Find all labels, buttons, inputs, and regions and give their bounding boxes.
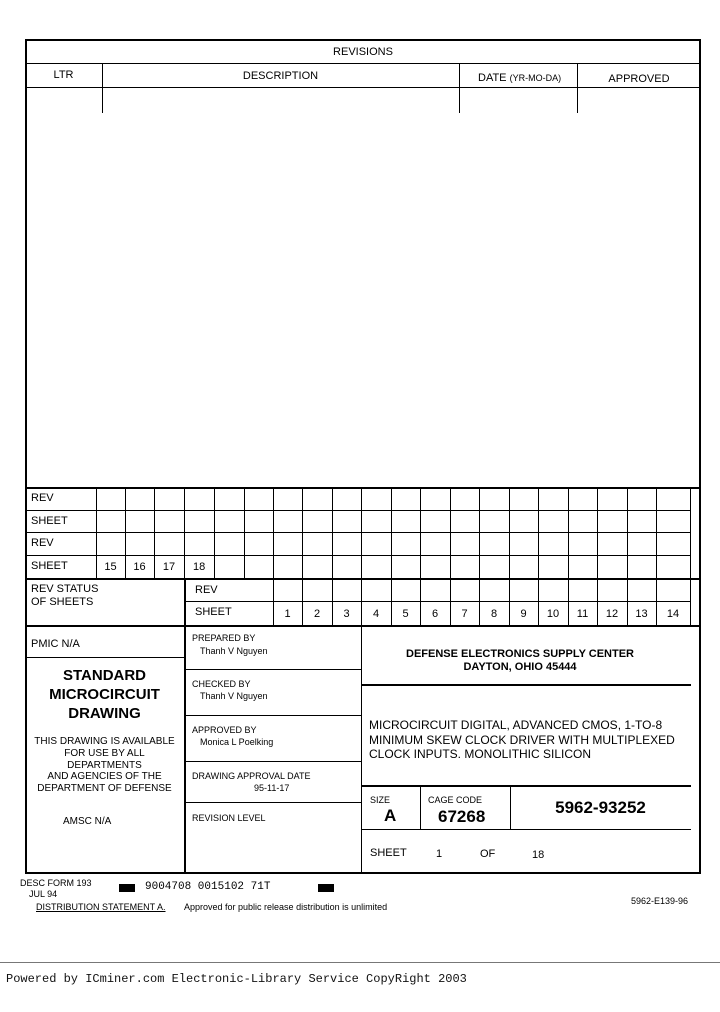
lower-sheet-number: 4 — [372, 608, 380, 620]
checked-by-label: CHECKED BY — [192, 679, 251, 689]
col-description: DESCRIPTION — [242, 70, 319, 82]
grid-vline — [302, 487, 303, 578]
grid-vline — [690, 487, 691, 578]
document-code: 5962-E139-96 — [631, 896, 689, 906]
grid-vline — [597, 487, 598, 578]
grid-label-rev-2: REV — [31, 537, 54, 549]
grid-vline — [420, 487, 421, 578]
grid-vline — [538, 487, 539, 578]
approved-by-label: APPROVED BY — [192, 725, 257, 735]
approval-date-value: 95-11-17 — [254, 783, 290, 793]
grid-hline-1 — [25, 487, 701, 489]
availability-line-3: DEPARTMENTS — [67, 760, 142, 771]
grid-vline — [361, 487, 362, 578]
cage-code-label: CAGE CODE — [428, 795, 483, 805]
grid-vline — [244, 487, 245, 578]
lower-sheet-number: 3 — [343, 608, 350, 620]
approval-date-label: DRAWING APPROVAL DATE — [192, 771, 311, 781]
availability-line-1: THIS DRAWING IS AVAILABLE — [34, 736, 175, 747]
availability-line-2: FOR USE BY ALL — [64, 748, 145, 759]
grid-vline — [450, 487, 451, 578]
distribution-text: Approved for public release distribution is unlimited — [184, 902, 388, 912]
revisions-rule-1 — [25, 63, 701, 64]
device-title-line-2: MINIMUM SKEW CLOCK DRIVER WITH MULTIPLEXED — [369, 733, 675, 747]
desc-form-date: JUL 94 — [29, 889, 58, 899]
barcode-text: 9004708 0015102 71T — [145, 881, 271, 893]
drawing-number: 5962-93252 — [555, 798, 646, 817]
device-title-line-3: CLOCK INPUTS. MONOLITHIC SILICON — [369, 747, 592, 761]
standard-title-2: MICROCIRCUIT — [49, 686, 160, 703]
upper-sheet-17: 17 — [162, 561, 176, 573]
desc-form-label: DESC FORM 193 — [20, 878, 92, 888]
grid-label-rev-1: REV — [31, 492, 54, 504]
availability-line-5: DEPARTMENT OF DEFENSE — [37, 783, 172, 794]
distribution-label: DISTRIBUTION STATEMENT A. — [36, 902, 166, 912]
size-label: SIZE — [370, 795, 391, 805]
lower-sheet-number: 12 — [605, 608, 619, 620]
title-rule — [361, 785, 691, 787]
upper-sheet-16: 16 — [133, 561, 146, 573]
lower-sheet-number: 2 — [313, 608, 321, 620]
grid-vline — [214, 487, 215, 578]
lower-sheet-number: 6 — [431, 608, 439, 620]
lower-sheet-number: 9 — [520, 608, 527, 620]
lower-sheet-number: 13 — [635, 608, 648, 620]
grid-hline-5 — [25, 578, 701, 580]
signature-rule-1 — [184, 669, 361, 670]
revisions-divider-date — [459, 63, 460, 113]
rev-status-label-1: REV STATUS — [31, 583, 99, 595]
lower-sheet-number: 8 — [490, 608, 498, 620]
grid-label-sheet-2: SHEET — [31, 560, 68, 572]
approved-by-name: Monica L Poelking — [200, 737, 274, 747]
lower-sheet-number: 11 — [576, 608, 589, 620]
grid-vline — [656, 487, 657, 578]
grid-vline — [184, 487, 185, 578]
lower-sheet-number: 10 — [546, 608, 560, 620]
agency-line-1: DEFENSE ELECTRONICS SUPPLY CENTER — [406, 648, 634, 660]
of-value: 18 — [532, 849, 545, 861]
revisions-divider-approved — [577, 63, 578, 113]
col-ltr: LTR — [53, 69, 74, 81]
grid-vline — [509, 487, 510, 578]
amsc-label: AMSC N/A — [63, 816, 112, 827]
grid-vline — [332, 487, 333, 578]
lower-sheet-number: 14 — [666, 608, 680, 620]
lower-sheet-number: 1 — [284, 608, 291, 620]
checked-by-name: Thanh V Nguyen — [200, 691, 268, 701]
cage-code-value: 67268 — [438, 807, 486, 826]
revisions-rule-2 — [25, 87, 701, 88]
grid-vline — [273, 487, 274, 578]
signature-rule-2 — [184, 715, 361, 716]
rev-status-label-2: OF SHEETS — [31, 596, 94, 608]
signature-rule-3 — [184, 761, 361, 762]
status-rev-label: REV — [195, 584, 218, 596]
standard-title-1: STANDARD — [62, 667, 147, 684]
upper-sheet-18: 18 — [193, 561, 206, 573]
powered-by-text: Powered by ICminer.com Electronic-Library Service CopyRight 2003 — [6, 972, 467, 986]
status-sheet-label: SHEET — [195, 606, 232, 618]
standard-title-3: DRAWING — [68, 705, 141, 722]
barcode-block-left — [119, 884, 135, 892]
id-rule — [361, 829, 691, 830]
upper-sheet-15: 15 — [104, 561, 117, 573]
barcode-block-right — [318, 884, 334, 892]
status-hline-mid — [184, 601, 691, 602]
lower-sheet-number: 7 — [461, 608, 468, 620]
prepared-by-name: Thanh V Nguyen — [200, 646, 268, 656]
agency-line-2: DAYTON, OHIO 45444 — [463, 661, 577, 673]
col-date: DATE (YR-MO-DA) — [478, 72, 562, 84]
revision-level-label: REVISION LEVEL — [192, 813, 266, 823]
sheet-value: 1 — [436, 848, 443, 860]
left-pmic-rule — [25, 657, 184, 658]
of-label: OF — [480, 848, 496, 860]
grid-vline — [568, 487, 569, 578]
status-vline — [184, 578, 186, 874]
grid-vline — [479, 487, 480, 578]
revisions-title: REVISIONS — [333, 46, 393, 58]
pmic-label: PMIC N/A — [31, 638, 80, 650]
grid-vline — [391, 487, 392, 578]
sheet-label: SHEET — [370, 847, 407, 859]
availability-line-4: AND AGENCIES OF THE — [47, 771, 162, 782]
grid-label-sheet-1: SHEET — [31, 515, 68, 527]
prepared-by-label: PREPARED BY — [192, 633, 256, 643]
signature-rule-4 — [184, 802, 361, 803]
device-title-line-1: MICROCIRCUIT DIGITAL, ADVANCED CMOS, 1-TO-8 — [369, 718, 663, 732]
size-divider — [420, 785, 421, 829]
grid-vline — [690, 578, 691, 625]
col-approved: APPROVED — [608, 73, 670, 85]
size-value: A — [384, 806, 397, 825]
status-hline-bottom — [25, 625, 701, 627]
lower-sheet-number: 5 — [402, 608, 409, 620]
agency-rule — [361, 684, 691, 686]
footer-divider — [0, 962, 720, 963]
grid-vline — [627, 487, 628, 578]
